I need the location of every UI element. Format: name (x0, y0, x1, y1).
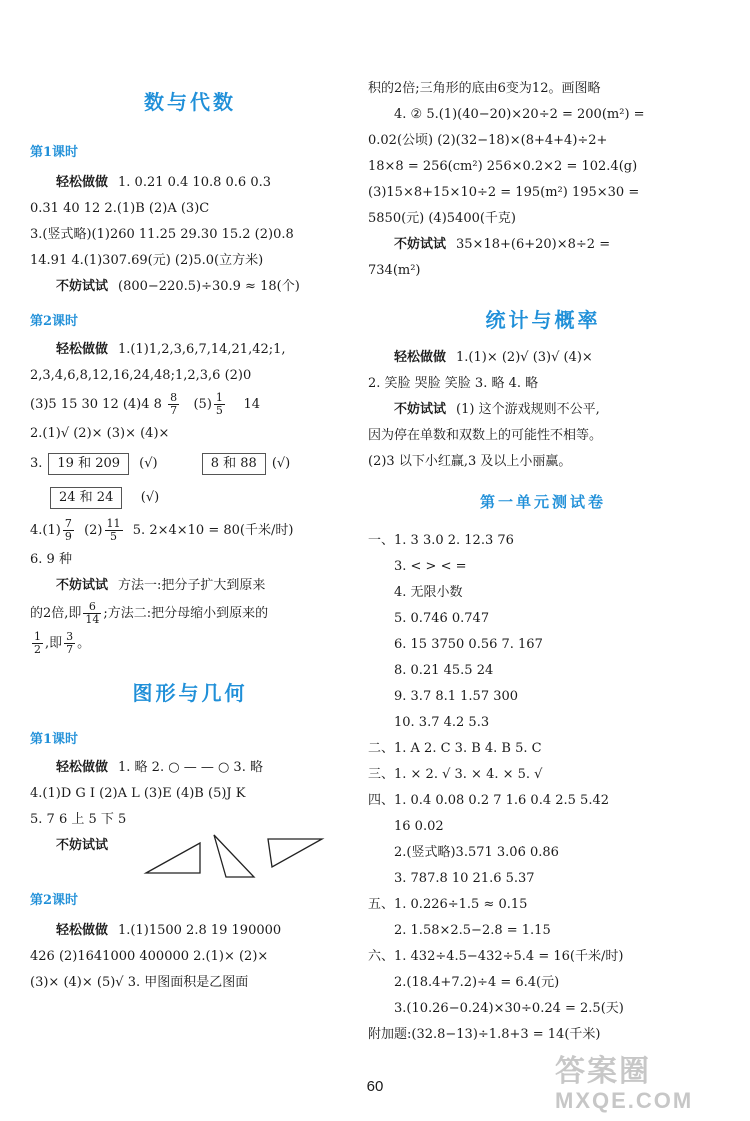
section-title-unit-test: 第一单元测试卷 (479, 493, 606, 511)
answer-line: 6. 9 种 (30, 552, 72, 567)
left-column (30, 60, 350, 996)
test-answer-line: 6. 15 3750 0.56 7. 167 (394, 637, 543, 652)
answer-line: 不妨试试 35×18+(6+20)×8÷2 = (394, 237, 611, 252)
test-answer-line: 3.(10.26−0.24)×30÷0.24 = 2.5(天) (394, 1001, 624, 1016)
answer-line: 734(m²) (368, 263, 421, 278)
answer-line: 4.(1) $\frac{7}{9}$ (2) $\frac{11}{5}$ 5. 2×4×10 = 80(千米/时) (30, 517, 294, 543)
fraction: $\frac{1}{2}$ (34, 630, 41, 656)
test-answer-line: 4. 无限小数 (394, 585, 463, 600)
triangle-shape (214, 835, 254, 877)
fraction: $\frac{3}{7}$ (66, 630, 74, 656)
test-answer-line: 附加题:(32.8−13)÷1.8+3 = 14(千米) (368, 1027, 601, 1042)
test-answer-line: 3. < > < = (394, 559, 467, 574)
test-answer-line: 三、1. × 2. √ 3. × 4. × 5. √ (368, 767, 543, 782)
answer-line: 的2倍,即 $\frac{6}{14}$ ;方法二:把分母缩小到原来的 (30, 600, 269, 626)
answer-line: 不妨试试 (30, 833, 350, 879)
answer-line: 426 (2)1641000 400000 2.(1)× (2)× (30, 949, 269, 964)
answer-line: 4.(1)D G I (2)A L (3)E (4)B (5)J K (30, 786, 246, 801)
answer-line: 4. ② 5.(1)(40−20)×20÷2 = 200(m²) = (394, 107, 645, 122)
answer-line: $\frac{1}{2}$ ,即 $\frac{3}{7}$ 。 (34, 630, 91, 656)
test-answer-line: 9. 3.7 8.1 1.57 300 (394, 689, 519, 704)
answer-line: 2.(1)√ (2)× (3)× (4)× (30, 426, 170, 441)
lesson-title: 第2课时 (30, 314, 79, 329)
answer-line: 轻松做做 1.(1)1,2,3,6,7,14,21,42;1, (56, 342, 286, 357)
answer-line: (2)3 以下小红赢,3 及以上小丽赢。 (368, 454, 572, 469)
lesson-title: 第1课时 (30, 732, 79, 747)
section-title-geometry: 图形与几何 (132, 681, 248, 705)
fraction: $\frac{11}{5}$ (106, 517, 121, 543)
answer-line: 积的2倍;三角形的底由6变为12。画图略 (368, 81, 601, 96)
answer-line: 3. 19 和 209 (√) 8 和 88 (√) (30, 447, 350, 481)
answer-box: 19 和 209 (48, 453, 129, 475)
answer-line: (3)15×8+15×10÷2 = 195(m²) 195×30 = (368, 185, 640, 200)
right-column (368, 76, 718, 1048)
test-answer-line: 二、1. A 2. C 3. B 4. B 5. C (368, 741, 542, 756)
answer-line: 0.02(公顷) (2)(32−18)×(8+4+4)÷2+ (368, 133, 608, 148)
lesson-title: 第2课时 (30, 893, 79, 908)
section-title-statistics: 统计与概率 (485, 308, 601, 332)
test-answer-line: 3. 787.8 10 21.6 5.37 (394, 871, 535, 886)
fraction: $\frac{6}{14}$ (85, 600, 100, 626)
test-answer-line: 2. 1.58×2.5−2.8 = 1.15 (394, 923, 551, 938)
answer-box: 8 和 88 (202, 453, 266, 475)
triangle-shape (146, 843, 200, 873)
answer-line: 2,3,4,6,8,12,16,24,48;1,2,3,6 (2)0 (30, 368, 252, 383)
answer-line: 18×8 = 256(cm²) 256×0.2×2 = 102.4(g) (368, 159, 638, 174)
answer-line: 24 和 24 (√) (30, 481, 350, 515)
test-answer-line: 2.(竖式略)3.571 3.0̇6̇ 0.86 (394, 845, 559, 860)
answer-line: 不妨试试 方法一:把分子扩大到原来 (56, 578, 266, 593)
answer-line: 14.91 4.(1)307.69(元) (2)5.0(立方米) (30, 253, 264, 268)
answer-line: 轻松做做 1.(1)× (2)√ (3)√ (4)× (394, 350, 593, 365)
test-answer-line: 2.(18.4+7.2)÷4 = 6.4(元) (394, 975, 560, 990)
answer-line: 5850(元) (4)5400(千克) (368, 211, 517, 226)
test-answer-line: 四、1. 0.4 0.08 0.2 7 1.6 0.4 2.5 5.42 (368, 793, 609, 808)
answer-box: 24 和 24 (50, 487, 122, 509)
answer-line: 3.(竖式略)(1)260 11.25 29.30 15.2 (2)0.8 (30, 227, 294, 242)
test-answer-line: 一、1. 3 3.0 2. 12.3 76 (368, 533, 514, 548)
page-number: 60 (366, 1078, 384, 1095)
answer-line: 不妨试试 (1) 这个游戏规则不公平, (394, 402, 600, 417)
watermark-logo: 答案圈 MXQE.COM (555, 1055, 694, 1113)
answer-line: 2. 笑脸 哭脸 笑脸 3. 略 4. 略 (368, 376, 539, 391)
answer-line: (3)5 15 30 12 (4)4 8 $\frac{8}{7}$ (5) $\frac{1}{5}$ 14 (30, 391, 260, 417)
test-answer-line: 8. 0.21 45.5 24 (394, 663, 494, 678)
answer-line: 不妨试试 (800−220.5)÷30.9 ≈ 18(个) (56, 279, 300, 294)
section-title-number-algebra: 数与代数 (144, 90, 236, 114)
test-answer-line: 五、1. 0.226÷1.5 ≈ 0.15 (368, 897, 528, 912)
unit-test-answers (368, 528, 718, 1048)
test-answer-line: 10. 3.7 4.2 5.3 (394, 715, 490, 730)
fraction: $\frac{8}{7}$ (170, 391, 178, 417)
answer-line: 0.31 40 12 2.(1)B (2)A (3)C (30, 201, 210, 216)
answer-line: 轻松做做 1. 0.21 0.4 10.8 0.6 0.3 (56, 175, 271, 190)
answer-line: (3)× (4)× (5)√ 3. 甲图面积是乙图面 (30, 975, 249, 990)
test-answer-line: 16 0.02 (394, 819, 444, 834)
fraction: $\frac{7}{9}$ (64, 517, 72, 543)
test-answer-line: 六、1. 432÷4.5−432÷5.4 = 16(千米/时) (368, 949, 624, 964)
triangle-shape (268, 839, 322, 867)
answer-line: 轻松做做 1.(1)1500 2.8 19 190000 (56, 923, 282, 938)
answer-line: 因为停在单数和双数上的可能性不相等。 (368, 428, 603, 443)
lesson-title: 第1课时 (30, 145, 79, 160)
triangles-drawing (142, 833, 342, 879)
test-answer-line: 5. 0.746̇ 0.747 (394, 611, 490, 626)
answer-line: 5. 7 6 上 5 下 5 (30, 812, 127, 827)
fraction: $\frac{1}{5}$ (215, 391, 223, 417)
answer-line: 轻松做做 1. 略 2. ○ — — ○ 3. 略 (56, 760, 263, 775)
